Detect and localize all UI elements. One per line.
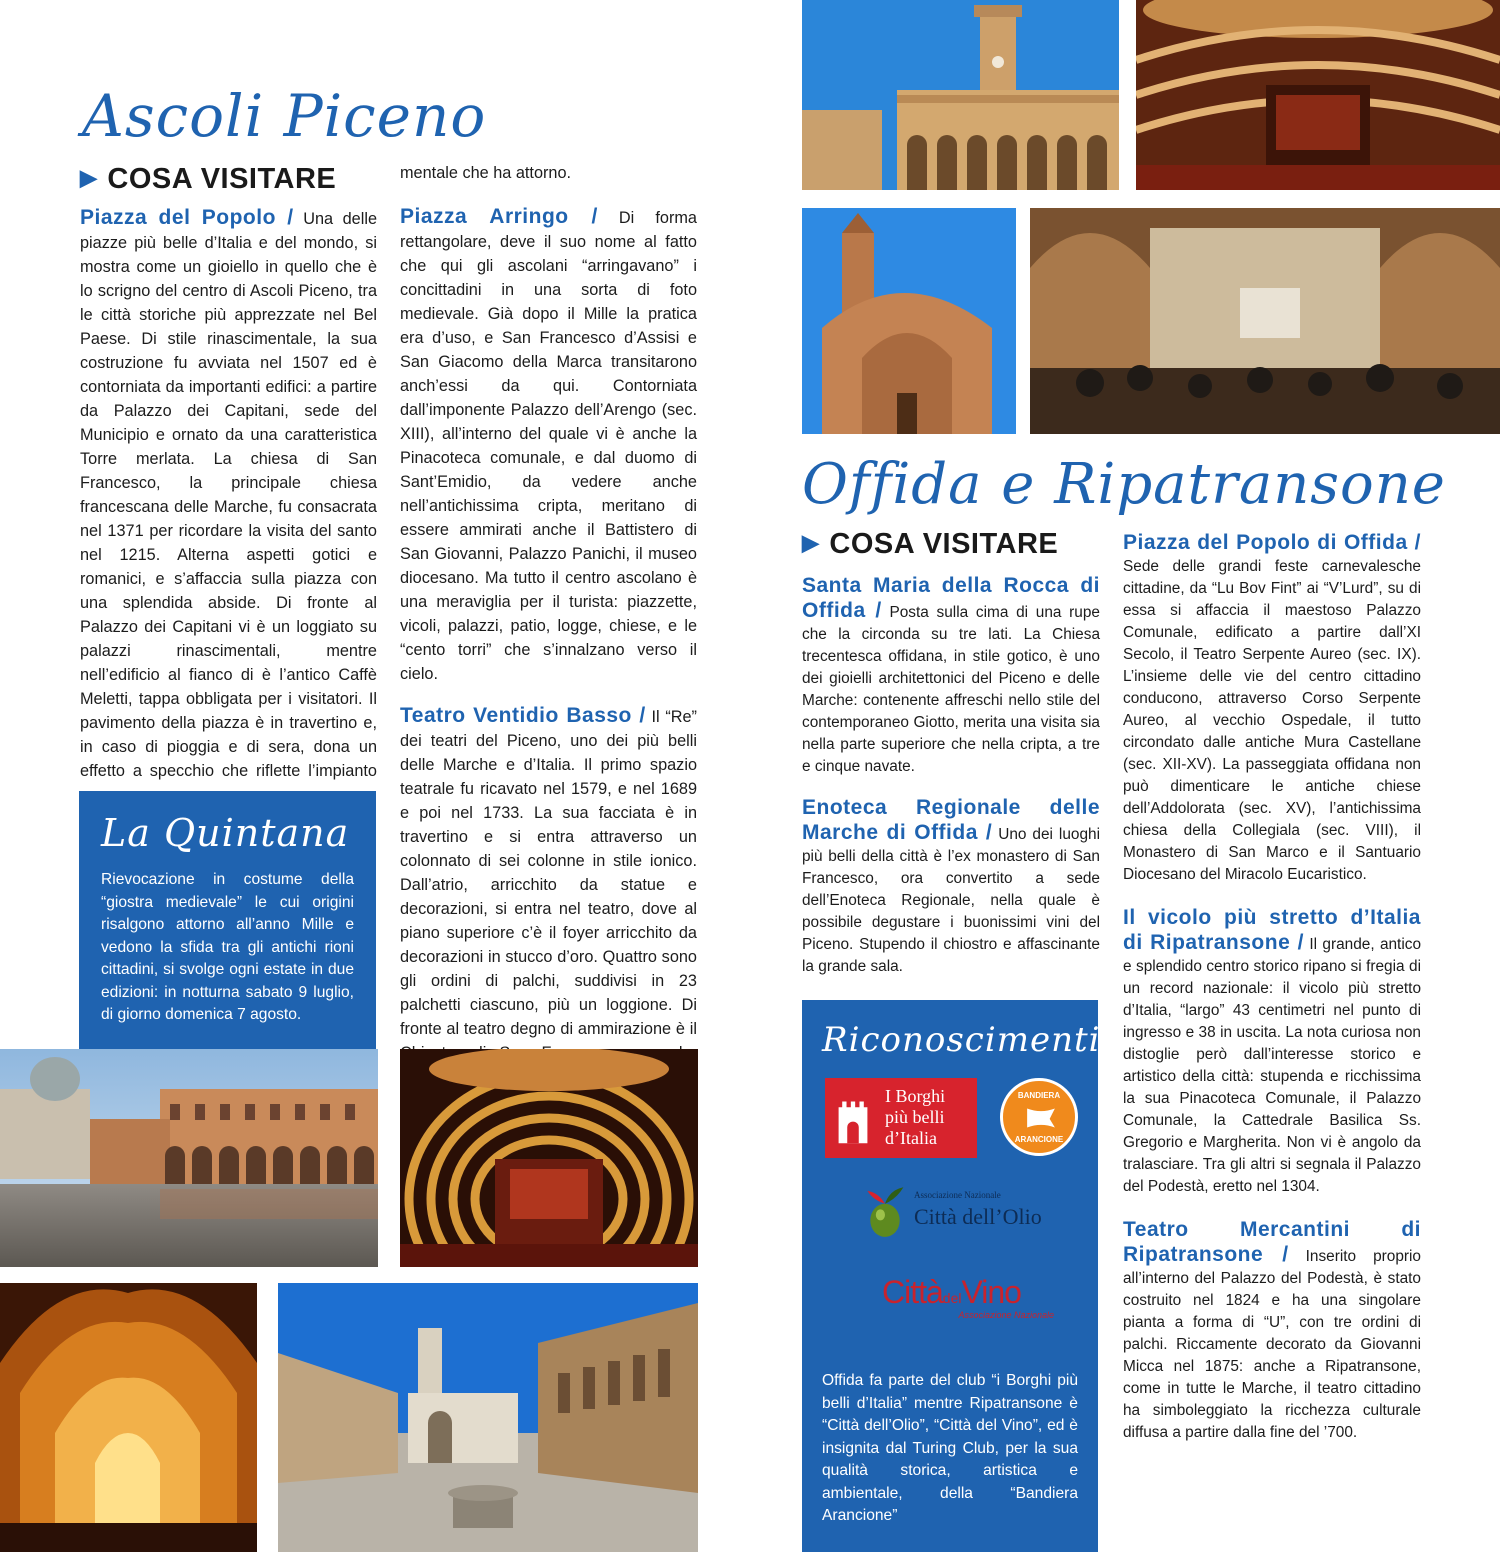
arrow-right-icon: ▶ bbox=[802, 530, 820, 555]
olive-icon bbox=[862, 1184, 908, 1242]
entry-body: Il “Re” dei teatri del Piceno, uno dei più belli delle Marche e d’Italia. Il primo spazio teatrale fu ricavato nel 1579, e nel 1689 e poi nel 1733. La sua facciata è in travertino e si entra attraverso un colonnato di sei colonne in stile ionico. Dall’atrio, arricchito da statue e decorazioni, si entra nel teatro, dove al piano superiore c’è il foyer arricchito da decorazioni in stucco d’oro. Quattro sono gli ordini di palchi, suddivisi in 23 palchetti ciascuno, più un loggione. Di fronte al teatro degno di ammirazione è il bbox=[400, 708, 697, 1038]
entry-teatro-mercantini bbox=[1123, 1218, 1421, 1444]
riconoscimenti-box bbox=[802, 1000, 1101, 1552]
column-ascoli-1 bbox=[80, 206, 377, 807]
entry-body: Una delle piazze più belle d’Italia e del mondo, si mostra come un gioiello in quello che è lo scrigno del centro di Ascoli Piceno, tra le città storiche più apprezzate nel Bel Paese. Di stile rinascimentale, la sua costruzione fu avviata nel 1507 ed è contorniata da importanti edifici: a partire da Palazzo dei Capitani, sede del Municipio e ornato da una caratteristica Torre merlata. La chiesa di San Francesco, la principale chiesa francescana delle Marche, fu consacrata nel 1371 per ricordare la visita del santo nel 1215. Alterna aspetti gotici e romanici, e s’affaccia sulla piazza con una splendida abside. Di fronte al Palazzo dei Capitani vi è un loggiato su palazzi rinascimentali, mentre nell’edificio al fianco di è l’antico Caffè Meletti, tappa obbligata per i visitatori. Il pavimento della piazza è in travertino e, in caso di pioggia e di sera, dona un effetto a specchio che riflette l’impianto bbox=[80, 210, 378, 780]
entry-piazza-arringo bbox=[400, 205, 697, 686]
logo-citta-vino: CittàdelVino Associazione Nazionale bbox=[882, 1274, 1054, 1320]
column-offida-2 bbox=[1123, 531, 1421, 1444]
riconoscimenti-body: Offida fa parte del club “i Borghi più belli d’Italia” mentre Ripatransone è “Città dell’Olio”, “Città del Vino”, ed è insignita dal Turing Club, per la sua qualità storica, artistica e ambientale, della “Bandiera Arancione” bbox=[822, 1372, 1078, 1524]
logo-citta-olio: Associazione Nazionale Città dell’Olio bbox=[862, 1184, 1062, 1244]
entry-body: Di forma rettangolare, deve il suo nome al fatto che qui gli ascolani “arringavano” i concittadini in una sorta di foto medievale. Già dopo il Mille la pratica era d’uso, e San Francesco d’Assisi e San Giacomo della Marca transitarono anch’essi da qui. Contorniata dall’imponente Palazzo dell’Arengo (sec. XIII), all’interno del quale vi è anche la Pinacoteca comunale, e dal duomo di Sant’Emidio, da vedere anche nell’antichissima cripta, meritano di essere ammirati anche il Battistero di San Giovanni, Palazzo Panichi, il museo diocesano. Ma tutto il centro ascolano è una meraviglia per il turista: piazzette, vicoli, palazzi, patio, logge, chiese, e le “cento torri” che s’innalzano verso il cielo. bbox=[400, 209, 697, 683]
quintana-body: Rievocazione in costume della “giostra medievale” le cui origini risalgono attorno all’anno Mille e vedono la sfida tra gli antichi rioni cittadini, si svolge ogni estate in due edizioni: in notturna sabato 9 luglio, di giorno domenica 7 agosto. bbox=[101, 871, 354, 1023]
entry-piazza-popolo bbox=[80, 206, 377, 807]
photo-teatro-serpente-aureo bbox=[1136, 0, 1500, 190]
castle-icon bbox=[835, 1086, 871, 1150]
column-offida-1 bbox=[802, 574, 1100, 978]
entry-title: Teatro Mercantini di Ripatransone / bbox=[1123, 1218, 1421, 1266]
entry-title: Il vicolo più stretto d’Italia di Ripatransone / bbox=[1123, 906, 1421, 954]
quintana-title: La Quintana bbox=[101, 811, 350, 855]
photo-piazza-popolo-ascoli bbox=[0, 1049, 378, 1267]
photo-enoteca-sala bbox=[1030, 208, 1500, 434]
photo-santa-maria-rocca bbox=[802, 208, 1016, 434]
logos-area bbox=[822, 1074, 1078, 1374]
photo-palazzo-comunale-offida bbox=[802, 0, 1119, 190]
entry-continuation: mentale che ha attorno. bbox=[400, 164, 572, 182]
entry-body: Il grande, antico e splendido centro storico ripano si fregia di un record nazionale: il vicolo più stretto d’Italia, “largo” 43 centimetri nel punto di ingresso e 38 in uscita. La nota curiosa non distoglie però dall’interesse storico e artistico della città: stupenda e ricchissima la sua Pinacoteca Comunale, il Palazzo Comunale, la Cattedrale Basilica Ss. Gregorio e Margherita. Non vi è angolo da tralasciare. Tra gli altri si segnala il Palazzo del Podestà, eretto nel 1304. bbox=[1123, 936, 1422, 1195]
column-ascoli-2 bbox=[400, 161, 697, 1089]
photo-teatro-ventidio-interior bbox=[400, 1049, 698, 1267]
city-title-ascoli: Ascoli Piceno bbox=[82, 82, 487, 150]
entry-enoteca bbox=[802, 796, 1100, 978]
section-heading-right: ▶ COSA VISITARE bbox=[802, 528, 1059, 560]
riconoscimenti-title: Riconoscimenti bbox=[822, 1020, 1101, 1060]
arrow-right-icon: ▶ bbox=[80, 165, 98, 190]
section-heading-left: ▶ COSA VISITARE bbox=[80, 163, 337, 195]
logo-borghi-text: I Borghi più belli d’Italia bbox=[885, 1086, 946, 1148]
entry-teatro-ventidio bbox=[400, 704, 697, 1089]
entry-santa-maria bbox=[802, 574, 1100, 778]
entry-title: Teatro Ventidio Basso / bbox=[400, 704, 646, 727]
entry-title: Enoteca Regionale delle Marche di Offida / bbox=[802, 796, 1100, 844]
logo-bandiera-arancione: BANDIERA ARANCIONE bbox=[1000, 1078, 1078, 1156]
entry-title: Piazza del Popolo / bbox=[80, 206, 294, 229]
entry-body: Sede delle grandi feste carnevalesche cittadine, da “Lu Bov Fint” ai “V’Lurd”, su di essa si affaccia il maestoso Palazzo Comunale, edificato a partire dall’XI Secolo, il Teatro Serpente Aureo (sec. IX). L’insieme delle vie del centro cittadino conducono, attraverso Corso Serpente Aureo, al vecchio Ospedale, il tutto circondato dalle antiche Mura Castellane (sec. XII-XV). La passeggiata offidana non può dimenticare le antiche chiese dell’Addolorata (sec. XV), l’antichissima chiesa della Collegiala (sec. VIII), il Monastero di San Marco e il Santuario Diocesano del Miracolo Eucaristico. bbox=[1123, 558, 1421, 883]
entry-body: Uno dei luoghi più belli della città è l’ex monastero di San Francesco, ora convertito a sede dell’Enoteca Regionale, nella quale è possibile degustare i buonissimi vini del Piceno. Stupendo il chiostro e affascinante la grande sala. bbox=[802, 826, 1100, 975]
entry-title: Piazza del Popolo di Offida / bbox=[1123, 531, 1421, 554]
entry-title: Santa Maria della Rocca di Offida / bbox=[802, 574, 1100, 622]
logo-borghi bbox=[825, 1078, 977, 1158]
entry-title: Piazza Arringo / bbox=[400, 205, 598, 228]
flag-icon bbox=[1023, 1105, 1059, 1131]
quintana-box bbox=[79, 791, 376, 1049]
entry-vicolo bbox=[1123, 906, 1421, 1198]
city-title-offida: Offida e Ripatransone bbox=[802, 452, 1446, 517]
photo-piazza-arringo bbox=[278, 1283, 698, 1552]
entry-body: Inserito proprio all’interno del Palazzo del Podestà, è stato costruito nel 1824 e ha una singolare pianta a forma di “U”, con tre ordini di palchi. Riccamente decorato da Giovanni Micca nel 1875: anche a Ripatransone, come in tutte le Marche, il teatro cittadino ha simboleggiato la ricchezza culturale diffusa a partire dalla fine del ’700. bbox=[1123, 1248, 1421, 1441]
photo-chiesa-interior bbox=[0, 1283, 257, 1552]
entry-piazza-popolo-offida bbox=[1123, 531, 1421, 886]
entry-body: Posta sulla cima di una rupe che la circonda su tre lati. La Chiesa trecentesca offidana, in stile gotico, è uno dei gioielli architettonici del Piceno e delle Marche: contenente affreschi nello stile del contemporaneo Giotto, merita una visita sia nella parte superiore che nella cripta, a tre e cinque navate. bbox=[802, 604, 1100, 775]
